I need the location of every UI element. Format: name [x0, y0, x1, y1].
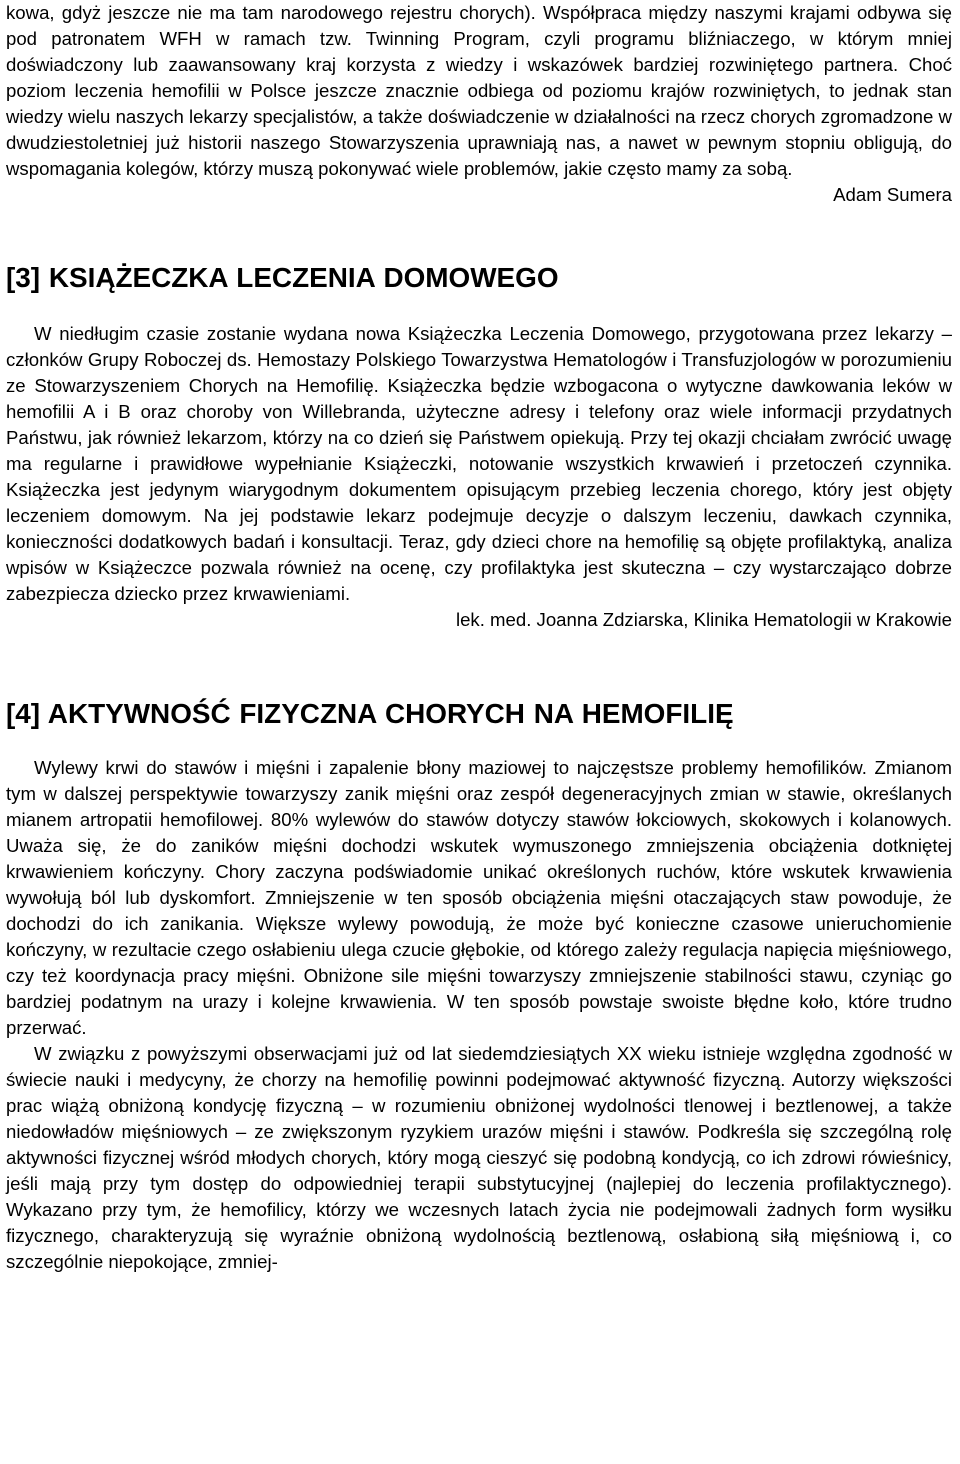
spacer [6, 291, 952, 321]
author-signature-joanna-zdziarska: lek. med. Joanna Zdziarska, Klinika Hematologii w Krakowie [455, 609, 952, 630]
section-4-paragraph-1: Wylewy krwi do stawów i mięśni i zapalenie błony maziowej to najczęstsze problemy hemofilików. Zmianom tym w dalszej perspektywie towarzyszy zanik mięśni oraz zespół degeneracyjnych zmian w stawie, określanych mianem artropatii hemofilowej. 80% wylewów do stawów dotyczy stawów łokciowych, skokowych i kolanowych. Uważa się, że do zaników mięśni dochodzi wskutek wymuszonego zmniejszenia obciążenia dotkniętej krwawieniem kończyny. Chory zaczyna podświadomie unikać określonych ruchów, które wskutek krwawienia wywołują ból lub dyskomfort. Zmniejszenie w ten sposób obciążenia mięśni otaczających staw powoduje, że dochodzi do ich zanikania. Większe wylewy powodują, że może być konieczne czasowe unieruchomienie kończyny, w rezultacie czego osłabieniu ulega czucie głębokie, od którego zależy regulacja napięcia mięśniowego, czy też koordynacja pracy mięśni. Obniżone sile mięśni towarzyszy zmniejszenie stabilności stawu, czyniąc go bardziej podatnym na urazy i kolejne krwawienia. W ten sposób powstaje swoiste błędne koło, które trudno przerwać. [6, 757, 952, 1038]
spacer [6, 208, 952, 265]
spacer [6, 633, 952, 701]
spacer [6, 727, 952, 755]
section-4-heading: [4] AKTYWNOŚĆ FIZYCZNA CHORYCH NA HEMOFILIĘ [6, 698, 734, 729]
intro-paragraph: kowa, gdyż jeszcze nie ma tam narodowego rejestru chorych). Współpraca między naszymi krajami odbywa się pod patronatem WFH w ramach tzw. Twinning Program, czyli programu bliźniaczego, w którym mniej doświadczony lub zaawansowany kraj korzysta z wiedzy i wskazówek bardziej rozwiniętego partnera. Choć poziom leczenia hemofilii w Polsce jeszcze znacznie odbiega od poziomu krajów rozwiniętych, to jednak stan wiedzy wielu naszych lekarzy specjalistów, a także doświadczenie w działalności na rzecz chorych zgromadzone w dwudziestoletniej już historii naszego Stowarzyszenia uprawniają nas, a nawet w pewnym stopniu obligują, do wspomagania kolegów, którzy muszą pokonywać wiele problemów, jakie często mamy za sobą. [6, 2, 952, 179]
author-signature-adam-sumera: Adam Sumera [833, 184, 952, 205]
section-4-paragraph-2: W związku z powyższymi obserwacjami już od lat siedemdziesiątych XX wieku istnieje względna zgodność w świecie nauki i medycyny, że chorzy na hemofilię powinni podejmować aktywność fizyczną. Autorzy większości prac wiążą obniżoną kondycję fizyczną – w rozumieniu obniżonej wydolności tlenowej i beztlenowej, a także niedowładów mięśniowych – ze zwiększonym ryzykiem urazów mięśni i stawów. Podkreśla się szczególną rolę aktywności fizycznej wśród młodych chorych, który mogą cieszyć się podobną kondycją, co ich zdrowi rówieśnicy, jeśli mają przy tym dostęp do odpowiedniej terapii substytucyjnej (najlepiej do leczenia profilaktycznego). Wykazano przy tym, że hemofilicy, którzy we wczesnych latach życia nie podejmowali żadnych form wysiłku fizycznego, charakteryzują się wyraźnie obniżoną wydolnością beztlenową, osłabioną siłą mięśniową i, co szczególnie niepokojące, zmniej- [6, 1043, 952, 1272]
section-3-heading: [3] KSIĄŻECZKA LECZENIA DOMOWEGO [6, 262, 559, 293]
section-3-paragraph: W niedługim czasie zostanie wydana nowa Książeczka Leczenia Domowego, przygotowana przez lekarzy – członków Grupy Roboczej ds. Hemostazy Polskiego Towarzystwa Hematologów i Transfuzjologów w porozumieniu ze Stowarzyszeniem Chorych na Hemofilię. Książeczka będzie wzbogacona o wytyczne dawkowania leków w hemofilii A i B oraz choroby von Willebranda, użyteczne adresy i telefony oraz wiele informacji przydatnych Państwu, jak również lekarzom, którzy na co dzień się Państwem opiekują. Przy tej okazji chciałam zwrócić uwagę ma regularne i prawidłowe wypełnianie Książeczki, notowanie wszystkich krwawień i przetoczeń czynnika. Książeczka jest jedynym wiarygodnym dokumentem opisującym przebieg leczenia chorego, który jest objęty leczeniem domowym. Na jej podstawie lekarz podejmuje decyzje o dalszym leczeniu, dawkach czynnika, konieczności dodatkowych badań i konsultacji. Teraz, gdy dzieci chore na hemofilię są objęte profilaktyką, analiza wpisów w Książeczce pozwala również na ocenę, czy profilaktyka jest skuteczna – czy wystarczająco dobrze zabezpiecza dziecko przez krwawieniami. [6, 323, 952, 604]
document-page [6, 0, 952, 1275]
